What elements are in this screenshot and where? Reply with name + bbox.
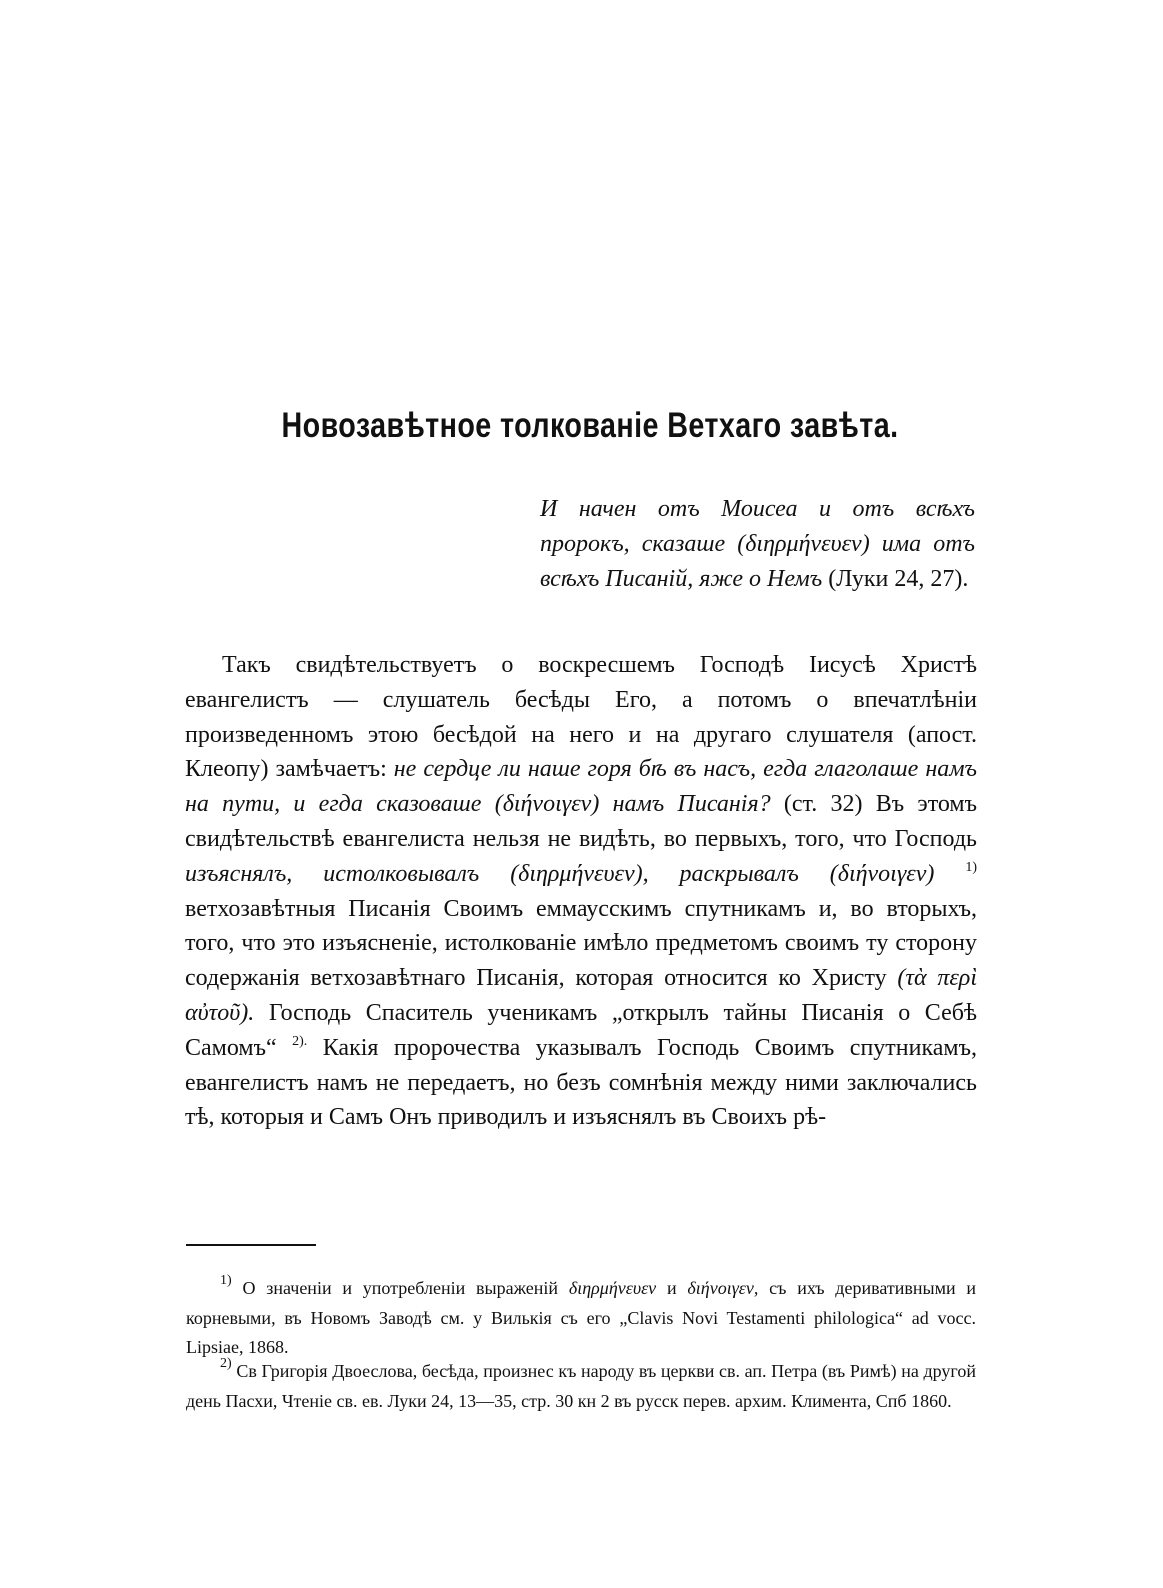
- paragraph-greek-4: (τὰ περὶ αὐτοῦ).: [185, 965, 977, 1026]
- paragraph-part-1: Такъ свидѣтельствуетъ о воскресшемъ Господѣ Іисусѣ Христѣ евангелистъ — слушатель бесѣды Его, а потомъ о впечатлѣніи произведенномъ этою бесѣдой на него и на другаго слушателя (апост. Клеопу) замѣчаетъ:: [185, 652, 977, 783]
- footnote-marker-1: 1): [965, 859, 978, 875]
- footnote-divider: [186, 1244, 316, 1246]
- paragraph-part-2: (ст. 32) Въ этомъ свидѣтельствѣ евангелиста нельзя не видѣть, во первыхъ, того, что Господь: [185, 791, 978, 852]
- footnote-1-mark: 1): [220, 1273, 232, 1288]
- paragraph-quote-2: намъ Писанія?: [612, 791, 771, 818]
- footnote-1: [186, 1274, 976, 1363]
- epigraph-text: И начен отъ Моисеа и отъ всѣхъ пророкъ, сказаше: [540, 496, 975, 557]
- chapter-title: Новозавѣтное толкованіе Ветхаго завѣта.: [281, 406, 899, 445]
- epigraph: [540, 492, 975, 597]
- paragraph-greek-2: (διηρμήνευεν),: [510, 860, 649, 887]
- epigraph-reference: (Луки 24, 27).: [828, 566, 969, 592]
- paragraph-quote-3: изъяснялъ, истолковывалъ: [185, 860, 480, 887]
- epigraph-text-continued: има отъ всѣхъ Писаній, яже о Немъ: [540, 531, 975, 592]
- main-paragraph: [185, 648, 977, 1135]
- footnote-2-text-1: Св Григорія Двоеслова, бесѣда, произнес къ народу въ церкви св. ап. Петра (въ Римѣ) на другой день Пасхи, Чтеніе св. ев. Луки 24, 13—35, стр. 30 кн 2 въ русск перев. архим. Климента, Спб 1860.: [186, 1361, 976, 1411]
- footnote-1-greek-2: διήνοιγεν,: [687, 1278, 759, 1298]
- epigraph-greek-word: (διηρμήνευεν): [737, 531, 870, 557]
- footnote-1-text-2: и: [666, 1278, 677, 1298]
- footnote-1-greek-1: διηρμήνευεν: [568, 1278, 657, 1298]
- footnote-1-text-1: О значеніи и употребленіи выраженій: [242, 1278, 559, 1298]
- paragraph-quote-1: не сердце ли наше горя бѣ въ насъ, егда глаголаше намъ на пути, и егда сказоваше: [185, 756, 977, 818]
- paragraph-greek-3: (διήνοιγεν): [829, 860, 935, 887]
- paragraph-part-3: ветхозавѣтныя Писанія Своимъ еммаусскимъ спутникамъ и, во вторыхъ, того, что это изъясненіе, истолкованіе имѣло предметомъ своимъ ту сторону содержанія ветхозавѣтнаго Писанія, которая относится ко Христу: [185, 895, 977, 992]
- paragraph-part-4: Господь Спаситель ученикамъ „открылъ тайны Писанія о Себѣ Самомъ“: [185, 999, 978, 1061]
- paragraph-quote-4: раскрывалъ: [679, 860, 799, 887]
- footnote-marker-2: 2).: [292, 1033, 308, 1049]
- footnote-2-mark: 2): [220, 1356, 232, 1371]
- footnote-2: [186, 1357, 976, 1416]
- paragraph-greek-1: (διήνοιγεν): [494, 791, 600, 818]
- footnote-1-text-3: съ ихъ деривативными и корневыми, въ Новомъ Заводѣ см. у Вилькія съ его „Clavis Novi Testamenti philologica“ ad vocc. Lipsiae, 1868.: [186, 1278, 977, 1357]
- paragraph-part-5: Какія пророчества указывалъ Господь Своимъ спутникамъ, евангелистъ намъ не передаетъ, но безъ сомнѣнія между ними заключались тѣ, которыя и Самъ Онъ приводилъ и изъяснялъ въ Своихъ рѣ-: [185, 1034, 978, 1131]
